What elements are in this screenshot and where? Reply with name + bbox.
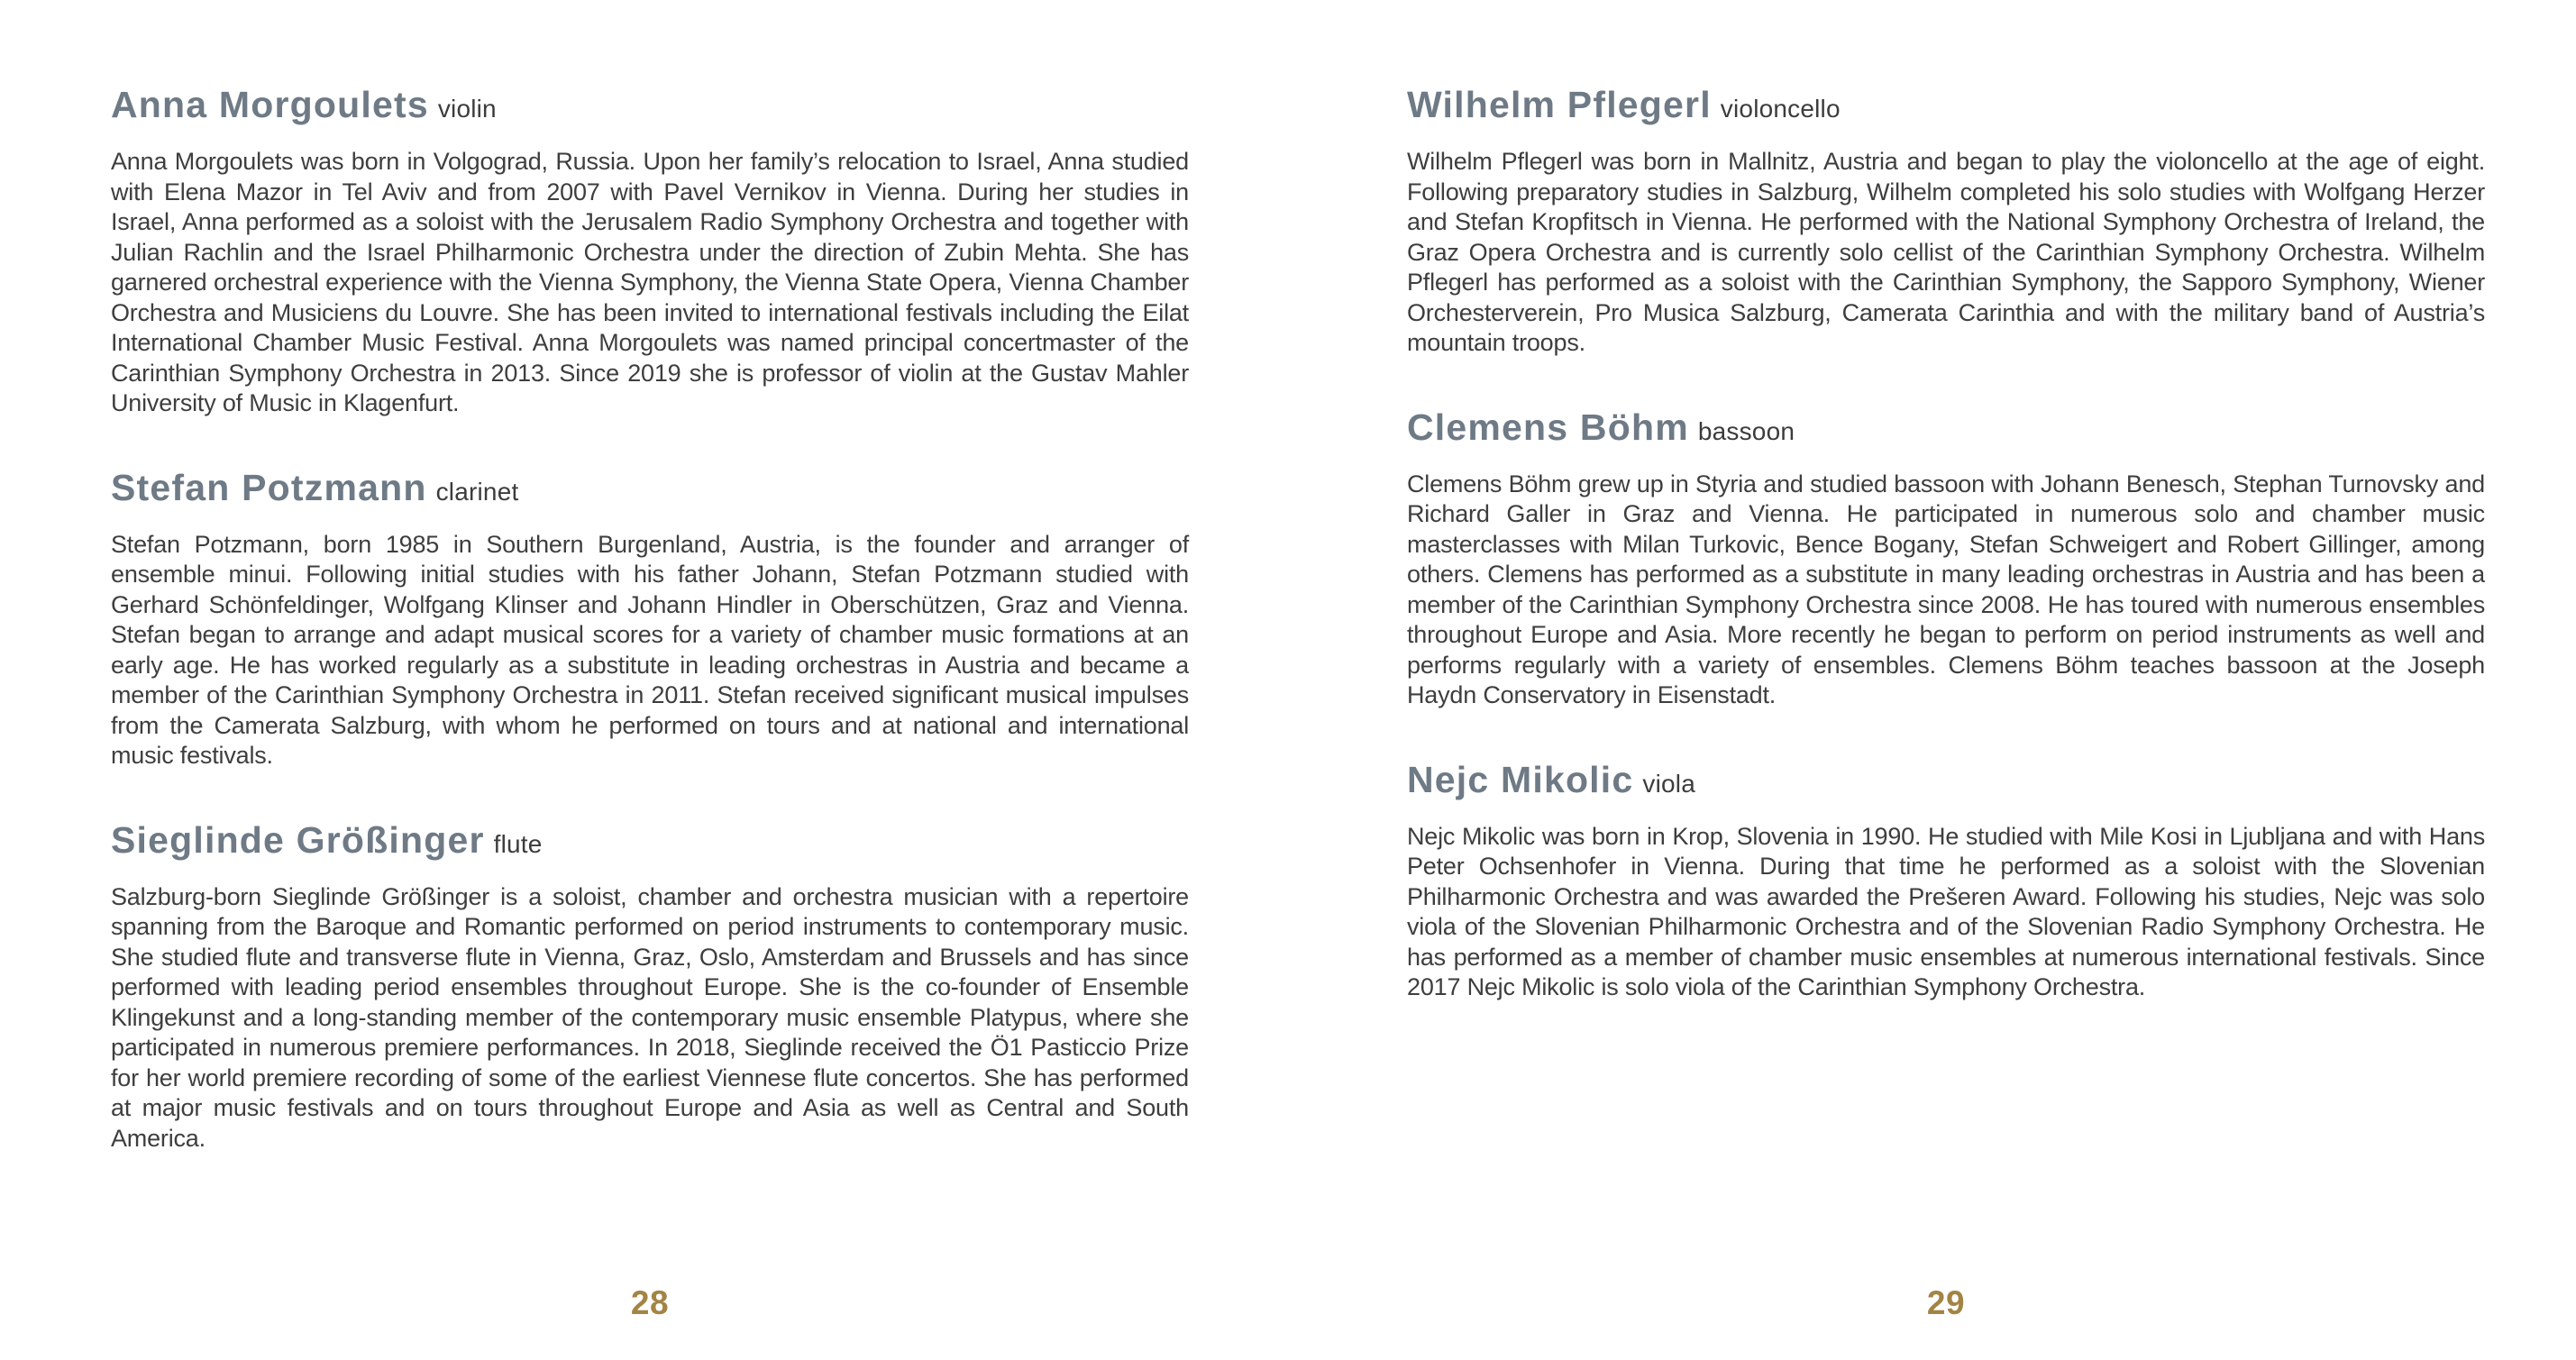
bio-heading [1407,758,2485,808]
bio-section-wilhelm-pflegerl [1407,83,2485,359]
musician-name: Sieglinde Größinger [111,818,485,861]
page-29 [1407,0,2485,1360]
bio-heading [111,818,1189,868]
page-28 [111,0,1189,1360]
musician-bio: Nejc Mikolic was born in Krop, Slovenia in 1990. He studied with Mile Kosi in Ljubljana and with Hans Peter Ochsenhofer in Vienna. During that time he performed as a soloist with the Slovenian Philharmonic Orchestra and was awarded the Prešeren Award. Following his studies, Nejc was solo viola of the Slovenian Philharmonic Orchestra and of the Slovenian Radio Symphony Orchestra. He has performed as a member of chamber music ensembles at numerous international festivals. Since 2017 Nejc Mikolic is solo viola of the Carinthian Symphony Orchestra. [1407,822,2485,1000]
musician-name: Anna Morgoulets [111,84,429,125]
bio-heading [111,83,1189,132]
musician-bio: Anna Morgoulets was born in Volgograd, Russia. Upon her family’s relocation to Israel, Anna studied with Elena Mazor in Tel Aviv and from 2007 with Pavel Vernikov in Vienna. During her studies in Israel, Anna performed as a soloist with the Jerusalem Radio Symphony Orchestra and together with Julian Rachlin and the Israel Philharmonic Orchestra under the direction of Zubin Mehta. She has garnered orchestral experience with the Vienna Symphony, the Vienna State Opera, Vienna Chamber Orchestra and Musiciens du Louvre. She has been invited to international festivals including the Eilat International Chamber Music Festival. Anna Morgoulets was named principal concertmaster of the Carinthian Symphony Orchestra in 2013. Since 2019 she is professor of violin at the Gustav Mahler University of Music in Klagenfurt. [111,148,1189,416]
musician-instrument: bassoon [1697,416,1795,445]
bio-section-sieglinde-groessinger [111,818,1189,1155]
musician-instrument: viola [1642,769,1695,798]
bio-heading [1407,406,2485,455]
bio-section-clemens-boehm [1407,406,2485,711]
bio-section-stefan-potzmann [111,466,1189,771]
musician-bio: Salzburg-born Sieglinde Größinger is a soloist, chamber and orchestra musician with a repertoire spanning from the Baroque and Romantic performed on period instruments to contemporary music. She studied flute and transverse flute in Vienna, Graz, Oslo, Amsterdam and Brussels and has since performed with leading period ensembles throughout Europe. She is the co-founder of Ensemble Klingekunst and a long-standing member of the contemporary music ensemble Platypus, where she participated in numerous premiere performances. In 2018, Sieglinde received the Ö1 Pasticcio Prize for her world premiere recording of some of the earliest Viennese flute concertos. She has performed at major music festivals and on tours throughout Europe and Asia as well as Central and South America. [111,882,1189,1152]
musician-instrument: clarinet [435,477,519,506]
bio-section-nejc-mikolic [1407,758,2485,1003]
musician-name: Stefan Potzmann [111,466,427,508]
page-number-right: 29 [1926,1284,1966,1321]
musician-name: Clemens Böhm [1407,406,1689,448]
musician-instrument: violoncello [1720,95,1841,123]
musician-bio: Stefan Potzmann, born 1985 in Southern Burgenland, Austria, is the founder and arranger of ensemble minui. Following initial studies with his father Johann, Stefan Potzmann studied with Gerhard Schönfeldinger, Wolfgang Klinser and Johann Hindler in Oberschützen, Graz and Vienna. Stefan began to arrange and adapt musical scores for a variety of chamber music formations at an early age. He has worked regularly as a substitute in leading orchestras in Austria and became a member of the Carinthian Symphony Orchestra in 2011. Stefan received significant musical impulses from the Camerata Salzburg, with whom he performed on tours and at national and international music festivals. [111,530,1189,769]
bio-heading [111,466,1189,516]
bio-heading [1407,83,2485,132]
musician-name: Wilhelm Pflegerl [1407,84,1712,125]
musician-name: Nejc Mikolic [1407,758,1634,800]
page-number-left: 28 [630,1284,670,1321]
musician-instrument: violin [437,95,497,123]
musician-instrument: flute [493,829,543,858]
bio-section-anna-morgoulets [111,83,1189,419]
musician-bio: Clemens Böhm grew up in Styria and studied bassoon with Johann Benesch, Stephan Turnovsky and Richard Galler in Graz and Vienna. He participated in numerous solo and chamber music masterclasses with Milan Turkovic, Bence Bogany, Stefan Schweigert and Robert Gillinger, among others. Clemens has performed as a substitute in many leading orchestras in Austria and has been a member of the Carinthian Symphony Orchestra since 2008. He has toured with numerous ensembles throughout Europe and Asia. More recently he began to perform on period instruments as well and performs regularly with a variety of ensembles. Clemens Böhm teaches bassoon at the Joseph Haydn Conservatory in Eisenstadt. [1407,470,2485,708]
musician-bio: Wilhelm Pflegerl was born in Mallnitz, Austria and began to play the violoncello at the age of eight. Following preparatory studies in Salzburg, Wilhelm completed his solo studies with Wolfgang Herzer and Stefan Kropfitsch in Vienna. He performed with the National Symphony Orchestra of Ireland, the Graz Opera Orchestra and is currently solo cellist of the Carinthian Symphony Orchestra. Wilhelm Pflegerl has performed as a soloist with the Carinthian Symphony, the Sapporo Symphony, Wiener Orchesterverein, Pro Musica Salzburg, Camerata Carinthia and with the military band of Austria’s mountain troops. [1407,148,2485,356]
